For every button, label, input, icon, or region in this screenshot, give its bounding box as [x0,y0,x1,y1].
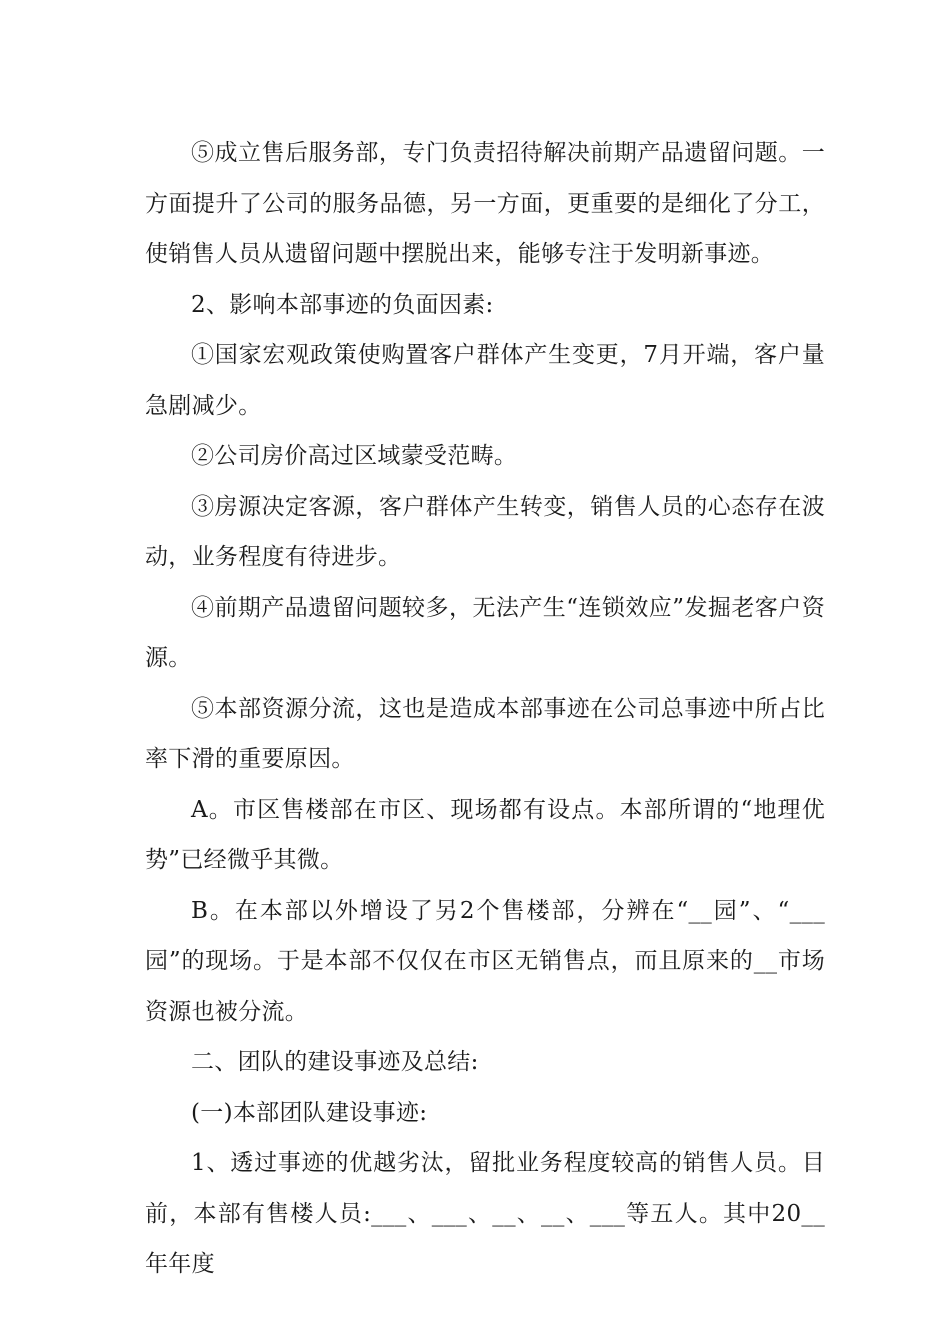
paragraph-legacy-issues: ④前期产品遗留问题较多，无法产生“连锁效应”发掘老客户资源。 [145,594,825,671]
paragraph-macro-policy: ①国家宏观政策使购置客户群体产生变更，7月开端，客户量急剧减少。 [145,342,825,419]
document-body [145,128,825,1290]
paragraph-resource-diversion: ⑤本部资源分流，这也是造成本部事迹在公司总事迹中所占比率下滑的重要原因。 [145,695,825,772]
heading-team-building: 二、团队的建设事迹及总结: [191,1049,479,1075]
paragraph-item-a: A。市区售楼部在市区、现场都有设点。本部所谓的“地理优势”已经微乎其微。 [145,796,825,873]
paragraph-item-b: B。在本部以外增设了另2个售楼部，分辨在“__园”、“___园”的现场。于是本部不仅仅在市区无销售点，而且原来的__市场资源也被分流。 [145,897,825,1025]
subheading-team-building-achievements: (一)本部团队建设事迹: [191,1099,428,1126]
paragraph-house-price: ②公司房价高过区域蒙受范畴。 [191,443,518,469]
paragraph-after-sales-dept: ⑤成立售后服务部，专门负责招待解决前期产品遗留问题。一方面提升了公司的服务品德，另一方面，更重要的是细化了分工，使销售人员从遗留问题中摆脱出来，能够专注于发明新事迹。 [145,140,825,267]
heading-negative-factors: 2、影响本部事迹的负面因素: [191,291,494,318]
paragraph-survival-of-fittest: 1、透过事迹的优越劣汰，留批业务程度较高的销售人员。目前，本部有售楼人员:___、___、__、__、___等五人。其中20__年年度 [145,1150,825,1277]
paragraph-housing-source: ③房源决定客源，客户群体产生转变，销售人员的心态存在波动，业务程度有待进步。 [145,493,825,570]
